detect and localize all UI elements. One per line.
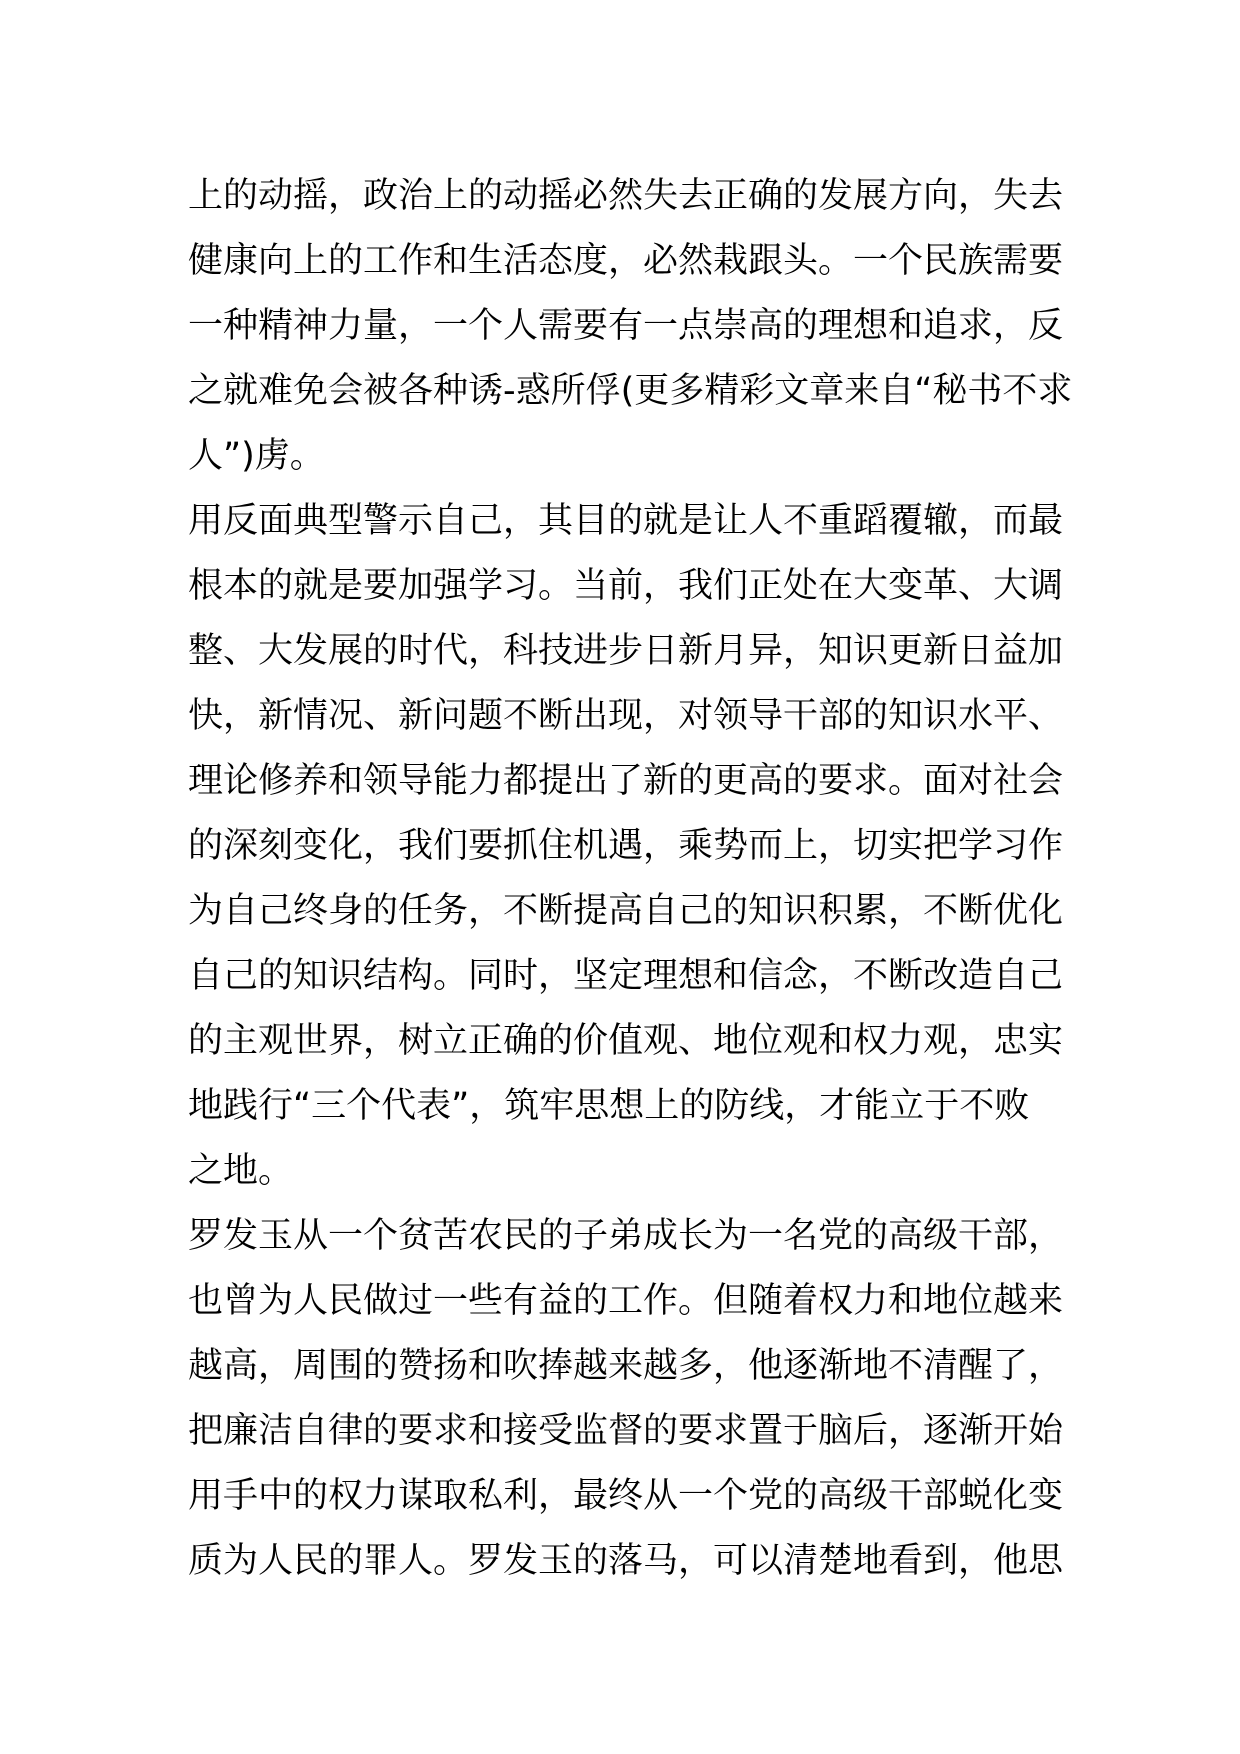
text-line: 用反面典型警示自己，其目的就是让人不重蹈覆辙，而最 <box>188 501 1064 541</box>
text-line: 越高，周围的赞扬和吹捧越来越多，他逐渐地不清醒了， <box>188 1346 1064 1386</box>
text-line: 质为人民的罪人。罗发玉的落马，可以清楚地看到，他思 <box>188 1541 1064 1581</box>
text-line: 罗发玉从一个贫苦农民的子弟成长为一名党的高级干部， <box>188 1216 1064 1256</box>
text-line: 之地。 <box>188 1151 294 1191</box>
text-line: 为自己终身的任务，不断提高自己的知识积累，不断优化 <box>188 891 1064 931</box>
text-line: 上的动摇，政治上的动摇必然失去正确的发展方向，失去 <box>188 176 1064 216</box>
text-line: 也曾为人民做过一些有益的工作。但随着权力和地位越来 <box>188 1281 1064 1321</box>
text-line: 的主观世界，树立正确的价值观、地位观和权力观，忠实 <box>188 1021 1064 1061</box>
text-line: 地践行“三个代表”，筑牢思想上的防线，才能立于不败 <box>188 1086 1030 1126</box>
text-line: 根本的就是要加强学习。当前，我们正处在大变革、大调 <box>188 566 1064 606</box>
text-line: 的深刻变化，我们要抓住机遇，乘势而上，切实把学习作 <box>188 826 1064 866</box>
text-line: 理论修养和领导能力都提出了新的更高的要求。面对社会 <box>188 761 1064 801</box>
text-line: 健康向上的工作和生活态度，必然栽跟头。一个民族需要 <box>188 241 1064 281</box>
text-line: 自己的知识结构。同时，坚定理想和信念，不断改造自己 <box>188 956 1064 996</box>
text-line: 用手中的权力谋取私利，最终从一个党的高级干部蜕化变 <box>188 1476 1064 1516</box>
text-line: 快，新情况、新问题不断出现，对领导干部的知识水平、 <box>188 696 1064 736</box>
text-line: 之就难免会被各种诱-惑所俘(更多精彩文章来自“秘书不求 <box>188 371 1073 411</box>
text-line: 把廉洁自律的要求和接受监督的要求置于脑后，逐渐开始 <box>188 1411 1064 1451</box>
text-line: 整、大发展的时代，科技进步日新月异，知识更新日益加 <box>188 631 1064 671</box>
text-line: 一种精神力量，一个人需要有一点崇高的理想和追求，反 <box>188 306 1064 346</box>
body-text <box>188 164 1073 1594</box>
text-line: 人”)虏。 <box>188 436 325 476</box>
